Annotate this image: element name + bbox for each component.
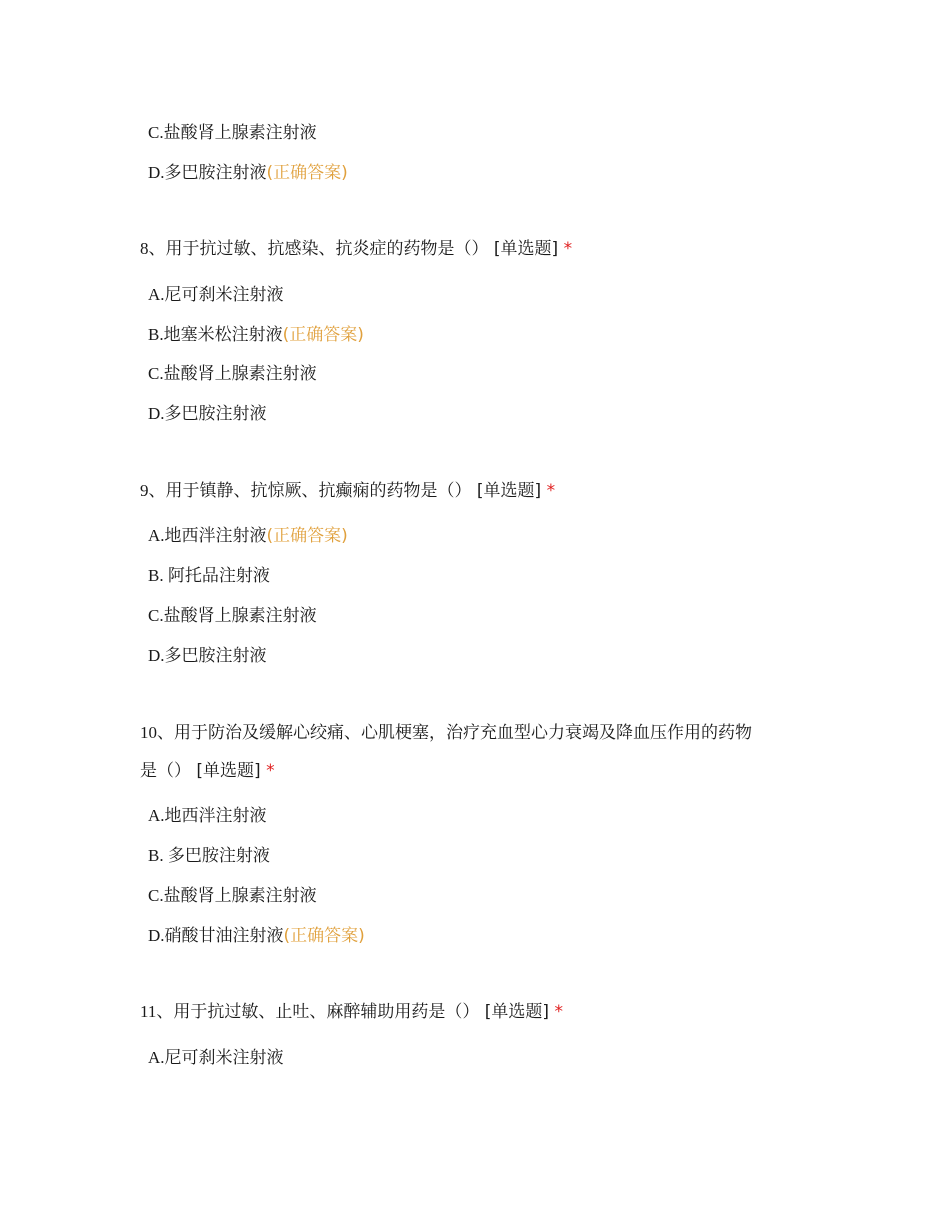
option-letter: B. <box>148 846 168 865</box>
question-number: 8、 <box>140 239 166 258</box>
question-text: 用于镇静、抗惊厥、抗癫痫的药物是（） <box>165 481 472 501</box>
option-text: 尼可刹米注射液 <box>164 1048 284 1068</box>
question-text: 用于抗过敏、止吐、麻醉辅助用药是（） <box>173 1002 480 1022</box>
option-c <box>148 605 317 627</box>
option-text: 盐酸肾上腺素注射液 <box>163 364 317 384</box>
required-mark: * <box>266 761 275 781</box>
option-text: 多巴胺注射液 <box>164 404 267 424</box>
option-a <box>148 525 348 547</box>
question-number: 11、 <box>140 1002 174 1021</box>
option-letter: B. <box>148 325 164 344</box>
option-a <box>148 284 284 306</box>
option-letter: B. <box>148 566 168 585</box>
option-c <box>148 363 317 385</box>
question-number: 9、 <box>140 481 166 500</box>
option-letter: C. <box>148 606 164 625</box>
option-text: 盐酸肾上腺素注射液 <box>163 886 317 906</box>
correct-answer-tag: (正确答案) <box>266 526 348 546</box>
option-d <box>148 162 348 184</box>
option-d <box>148 645 267 667</box>
option-letter: D. <box>148 926 165 945</box>
option-text: 多巴胺注射液 <box>164 646 267 666</box>
option-d <box>148 925 365 947</box>
correct-answer-tag: (正确答案) <box>283 926 365 946</box>
option-letter: D. <box>148 404 165 423</box>
option-text: 多巴胺注射液 <box>164 163 267 183</box>
question-title <box>140 480 555 502</box>
option-letter: C. <box>148 886 164 905</box>
option-text: 地西泮注射液 <box>164 806 267 826</box>
required-mark: * <box>546 481 556 501</box>
option-b <box>148 565 270 587</box>
option-letter: D. <box>148 646 165 665</box>
correct-answer-tag: (正确答案) <box>282 325 364 345</box>
option-text: 阿托品注射液 <box>167 566 270 586</box>
option-text: 硝酸甘油注射液 <box>164 926 284 946</box>
option-letter: C. <box>148 364 164 383</box>
question-type: [单选题] <box>484 1002 550 1022</box>
option-letter: A. <box>148 526 165 545</box>
question-text: 用于抗过敏、抗感染、抗炎症的药物是（） <box>165 239 489 259</box>
option-c <box>148 122 317 144</box>
option-b <box>148 845 270 867</box>
question-title <box>140 238 572 260</box>
question-type: [单选题] <box>476 481 542 501</box>
question-type: [单选题] <box>493 239 559 259</box>
option-text: 盐酸肾上腺素注射液 <box>163 606 317 626</box>
option-a <box>148 1047 284 1069</box>
correct-answer-tag: (正确答案) <box>266 163 348 183</box>
option-letter: A. <box>148 285 165 304</box>
question-title-continued <box>140 760 275 782</box>
question-number: 10、 <box>140 723 174 742</box>
option-d <box>148 403 267 425</box>
option-b <box>148 324 364 346</box>
required-mark: * <box>563 239 573 259</box>
required-mark: * <box>554 1002 563 1022</box>
option-text: 多巴胺注射液 <box>167 846 270 866</box>
option-letter: A. <box>148 1048 165 1067</box>
question-title <box>140 1001 563 1023</box>
option-letter: A. <box>148 806 165 825</box>
question-title <box>140 722 752 744</box>
option-text: 尼可刹米注射液 <box>164 285 284 305</box>
option-text: 盐酸肾上腺素注射液 <box>163 123 317 143</box>
option-letter: C. <box>148 123 164 142</box>
option-text: 地西泮注射液 <box>164 526 267 546</box>
option-c <box>148 885 317 907</box>
question-text: 是（） <box>140 761 191 781</box>
option-letter: D. <box>148 163 165 182</box>
option-text: 地塞米松注射液 <box>163 325 283 345</box>
question-type: [单选题] <box>196 761 261 781</box>
option-a <box>148 805 267 827</box>
question-text: 用于防治及缓解心绞痛、心肌梗塞，治疗充血型心力衰竭及降血压作用的药物 <box>174 723 752 743</box>
